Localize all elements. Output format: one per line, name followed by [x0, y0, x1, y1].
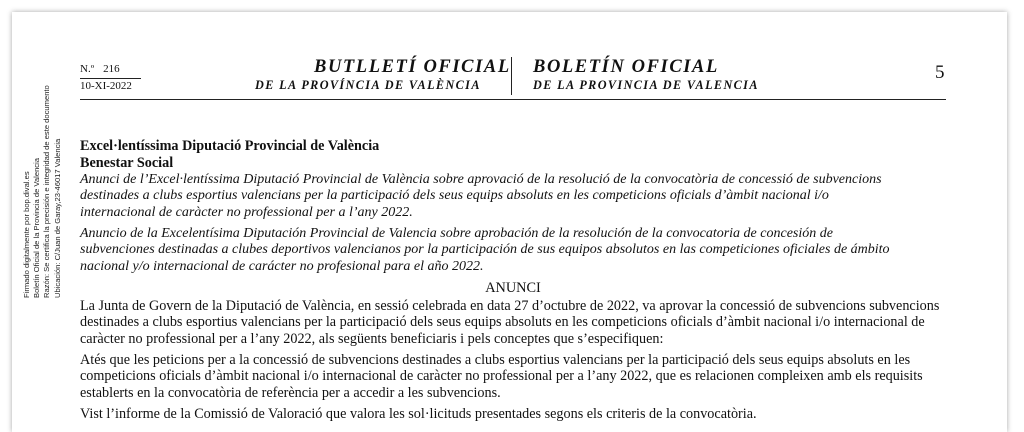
digital-signature-stamp	[22, 85, 63, 298]
stamp-line-2: Boletín Oficial de la Provincia de Valencia	[32, 158, 42, 298]
issue-number-value: 216	[103, 63, 120, 75]
body-paragraph-3: Vist l’informe de la Comissió de Valoració que valora les sol·licituds presentades segons els criteris de la convocatòria.	[80, 406, 757, 422]
issue-prefix: N.º	[80, 63, 95, 75]
title-valencian: BUTLLETÍ OFICIAL	[314, 57, 511, 77]
title-spanish: BOLETÍN OFICIAL	[533, 57, 719, 77]
department-name: Benestar Social	[80, 155, 174, 171]
body-paragraph-2: Atés que les peticions per a la concessió de subvencions destinades a clubs esportius valencians per la participació dels seus equips absoluts en les competicions oficials d’àmbit nacional i/o internacional de caràcter no professional per a l’any 2022, que es relacionen compleixen amb els requisits establerts en la convocatòria de referència per a accedir a les subvencions.	[80, 352, 923, 401]
issue-date: 10-XI-2022	[80, 80, 132, 92]
body-paragraph-1: La Junta de Govern de la Diputació de València, en sessió celebrada en data 27 d’octubre de 2022, va aprovar la concessió de subvencions subvencions destinades a clubs esportius valencians per la participació dels seus equips absoluts en les competicions oficials d’àmbit nacional i/o internacional de caràcter no professional per a l’any 2022, als següents beneficiaris i pels conceptes que s’especifiquen:	[80, 298, 940, 347]
page-number: 5	[935, 62, 945, 83]
header-rule	[80, 99, 946, 100]
header-title-divider	[511, 57, 512, 95]
organization-name: Excel·lentíssima Diputació Provincial de València	[80, 138, 380, 154]
section-heading: ANUNCI	[485, 280, 541, 296]
summary-spanish: Anuncio de la Excelentísima Diputación Provincial de Valencia sobre aprobación de la resolución de la convocatoria de concesión de subvenciones destinadas a clubes deportivos valencianos por la participación de sus equipos absolutos en las competiciones oficiales de ámbito nacional y/o internacional de carácter no profesional para el año 2022.	[80, 226, 890, 274]
issue-number	[80, 63, 120, 75]
stamp-line-3: Razón: Se certifica la precisión e integridad de este documento	[42, 85, 52, 298]
stamp-line-4: Ubicación: C/Juan de Garay,23-46017 Valencia	[52, 138, 62, 298]
summary-valencian: Anunci de l’Excel·lentíssima Diputació Provincial de València sobre aprovació de la resolució de la convocatòria de concessió de subvencions destinades a clubs esportius valencians per la participació dels seus equips absoluts en les competicions oficials d’àmbit nacional i/o internacional de caràcter no professional per a l’any 2022.	[80, 172, 882, 220]
stamp-line-1: Firmado digitalmente por bop.dival.es	[22, 171, 31, 298]
subtitle-valencian: DE LA PROVÍNCIA DE VALÈNCIA	[255, 78, 481, 92]
header-number-divider	[80, 78, 141, 79]
subtitle-spanish: DE LA PROVINCIA DE VALENCIA	[533, 78, 759, 92]
